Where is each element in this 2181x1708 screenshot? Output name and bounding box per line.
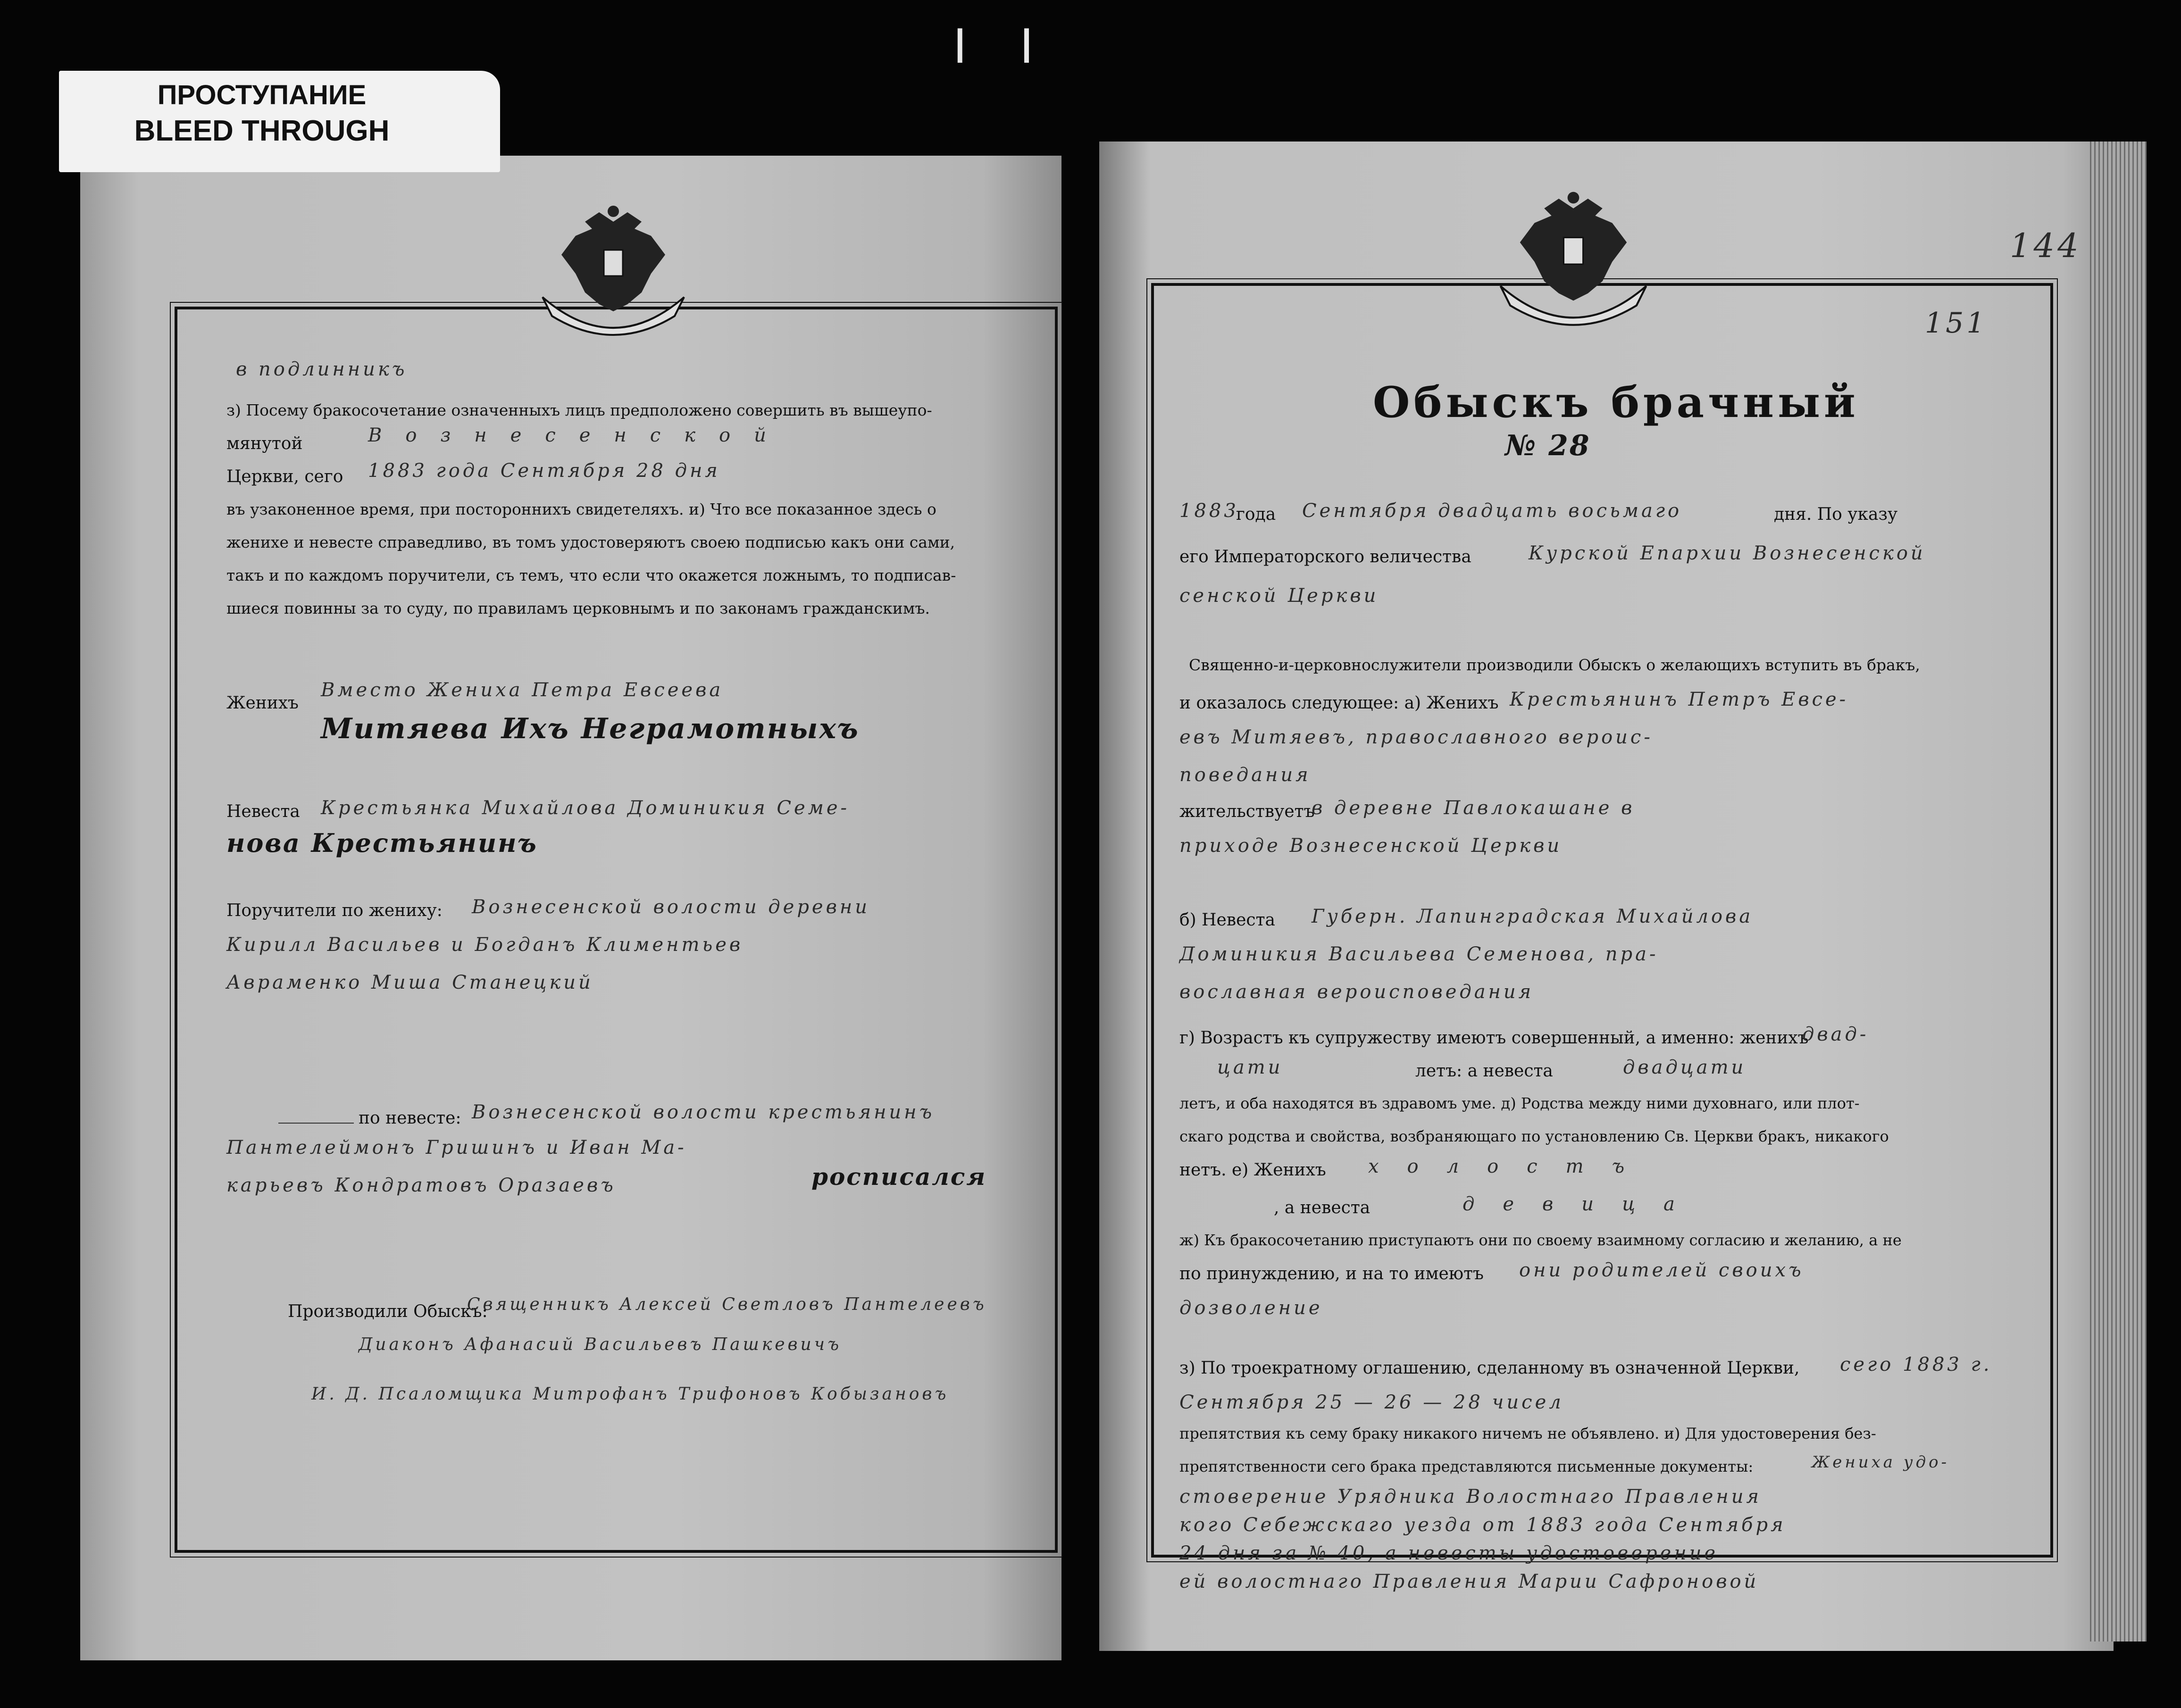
bride-sureties: Вознесенской волости крестьянинъ: [472, 1101, 935, 1123]
documents-line: препятственности сего брака представляются письменные документы:: [1179, 1458, 1754, 1475]
groom-religion: поведания: [1179, 764, 1311, 786]
left-page-frame: [175, 307, 1058, 1553]
year-label: года: [1236, 505, 1276, 524]
banns-year: сего 1883 г.: [1840, 1354, 1992, 1375]
bride-sureties-2: Пантелеймонъ Гришинъ и Иван Ма-: [226, 1137, 687, 1158]
groom-label-left: Женихъ: [226, 693, 299, 713]
groom-status: холостъ: [1368, 1156, 1653, 1177]
record-number: 151: [1925, 307, 1988, 340]
groom-sureties-2: Кирилл Васильев и Богданъ Климентьев: [226, 934, 744, 956]
residence-parish: приходе Вознесенской Церкви: [1179, 835, 1563, 857]
page-edge-stack: [2090, 142, 2147, 1641]
imperial-majesty-line: его Императорского величества: [1179, 547, 1471, 567]
bride-name-cont: нова Крестьянинъ: [226, 828, 538, 858]
legal-line-2: женихе и невесте справедливо, въ томъ удостоверяютъ своею подписью какъ они сами,: [226, 533, 955, 551]
groom-certificate: Жениха удо-: [1812, 1453, 1950, 1472]
decree-label: дня. По указу: [1774, 505, 1898, 524]
clergy-line: Священно-и-церковнослужители производили Обыскъ о желающихъ вступить въ бракъ,: [1189, 656, 1920, 674]
bride-age: двадцати: [1623, 1057, 1746, 1078]
groom-label: и оказалось следующее: а) Женихъ: [1179, 693, 1499, 713]
page-number: 144: [2010, 226, 2081, 265]
deacon-signature: Диаконъ Афанасий Васильевъ Пашкевичъ: [359, 1335, 842, 1354]
groom-age-cont: цати: [1217, 1057, 1283, 1078]
church-name-left: Вознесенской: [368, 425, 790, 446]
bride-sureties-signed: росписался: [811, 1163, 987, 1191]
church-name: сенской Церкви: [1179, 585, 1379, 607]
groom-name: Крестьянинъ Петръ Евсе-: [1510, 689, 1849, 710]
legal-line-4: шиеся повинны за то суду, по правиламъ церковнымъ и по законамъ гражданскимъ.: [226, 599, 930, 617]
groom-illiterate: Митяева Ихъ Неграмотныхъ: [321, 712, 860, 745]
blank-line: [278, 1123, 354, 1124]
record-number-label: № 28: [1505, 429, 1591, 462]
bride-label-left: Невеста: [226, 802, 300, 821]
left-top-note: в подлинникъ: [236, 358, 408, 380]
bleed-through-label: [59, 71, 500, 172]
consent-line: ж) Къ бракосочетанию приступаютъ они по своему взаимному согласию и желанию, а не: [1179, 1231, 1902, 1249]
certificate-cont-3: 24 дня за № 40, а невесты удостоверение: [1179, 1542, 1719, 1564]
label-line2: BLEED THROUGH: [134, 115, 390, 147]
groom-signature-note: Вместо Жениха Петра Евсеева: [321, 679, 724, 701]
marriage-planned-line: з) Посему бракосочетание означенныхъ лицъ предположено совершить въ вышеупо-: [226, 401, 932, 419]
groom-sureties-label: Поручители по жениху:: [226, 901, 443, 920]
certificate-cont-4: ей волостнаго Правления Марии Сафроновой: [1179, 1571, 1759, 1592]
bride-status-label: , а невеста: [1274, 1198, 1370, 1217]
bride-religion: вославная вероисповедания: [1179, 981, 1534, 1003]
bride-name-left: Крестьянка Михайлова Доминикия Семе-: [321, 797, 850, 819]
banns-dates: Сентября 25 — 26 — 28 чисел: [1179, 1391, 1564, 1413]
kinship-line-2: скаго родства и свойства, возбраняющаго по установлению Св. Церкви бракъ, никакого: [1179, 1127, 1889, 1145]
bride-sureties-3: карьевъ Кондратовъ Оразаевъ: [226, 1175, 616, 1196]
marriage-year: 1883: [1179, 500, 1239, 522]
mentioned-label: мянутой: [226, 434, 303, 453]
imperial-eagle-emblem-icon: [1491, 189, 1656, 335]
groom-sureties: Вознесенской волости деревни: [472, 896, 870, 918]
legal-line-1: въ узаконенное время, при постороннихъ свидетеляхъ. и) Что все показанное здесь о: [226, 500, 936, 518]
marriage-date: Сентября двадцать восьмаго: [1302, 500, 1682, 522]
psalmist-signature: И. Д. Псаломщика Митрофанъ Трифоновъ Кобызановъ: [311, 1384, 949, 1404]
certificate-cont: стоверение Урядника Волостнаго Правления: [1179, 1486, 1762, 1508]
no-obstacles-line: препятствия къ сему браку никакого ничемъ не объявлено. и) Для удостоверения без-: [1179, 1425, 1876, 1442]
age-line: г) Возрастъ къ супружеству имеютъ совершенный, а именно: женихъ: [1179, 1028, 1809, 1048]
consent-line-2: по принуждению, и на то имеютъ: [1179, 1264, 1484, 1283]
bride-origin: Губерн. Лапинградская Михайлова: [1312, 906, 1754, 927]
diocese-church: Курской Епархии Вознесенской: [1529, 542, 1926, 564]
bride-label: б) Невеста: [1179, 910, 1275, 930]
conducted-by-label: Производили Обыскъ:: [288, 1302, 488, 1321]
bride-status: девица: [1462, 1193, 1703, 1215]
label-line1: ПРОСТУПАНИЕ: [157, 80, 367, 110]
groom-status-label: нетъ. е) Женихъ: [1179, 1160, 1326, 1180]
parents-consent: они родителей своихъ: [1519, 1259, 1804, 1281]
bride-sureties-label: по невесте:: [359, 1108, 461, 1128]
bride-name: Доминикия Васильева Семенова, пра-: [1179, 943, 1659, 965]
permission: дозволение: [1179, 1297, 1323, 1319]
marriage-date-left: 1883 года Сентября 28 дня: [368, 460, 720, 482]
priest-signature: Священникъ Алексей Светловъ Пантелеевъ: [467, 1295, 987, 1314]
top-marks: I I: [953, 19, 1053, 74]
groom-age: двад-: [1802, 1024, 1869, 1045]
certificate-cont-2: кого Себежскаго уезда от 1883 года Сентября: [1179, 1514, 1786, 1536]
church-label: Церкви, сего: [226, 467, 343, 486]
residence-village: в деревне Павлокашане в: [1312, 797, 1635, 819]
groom-name-cont: евъ Митяевъ, православного вероис-: [1179, 726, 1653, 748]
document-title: Обыскъ брачный: [1373, 377, 1859, 427]
kinship-line: летъ, и оба находятся въ здравомъ уме. д) Родства между ними духовнаго, или плот-: [1179, 1094, 1860, 1112]
imperial-eagle-emblem-icon: [533, 203, 694, 344]
banns-line: з) По троекратному оглашению, сделанному въ означенной Церкви,: [1179, 1358, 1800, 1378]
legal-line-3: такъ и по каждомъ поручители, съ темъ, что если что окажется ложнымъ, то подписав-: [226, 566, 956, 584]
residence-label: жительствуетъ: [1179, 802, 1315, 821]
bride-age-label: летъ: а невеста: [1415, 1061, 1553, 1081]
groom-sureties-3: Авраменко Миша Станецкий: [226, 972, 593, 993]
